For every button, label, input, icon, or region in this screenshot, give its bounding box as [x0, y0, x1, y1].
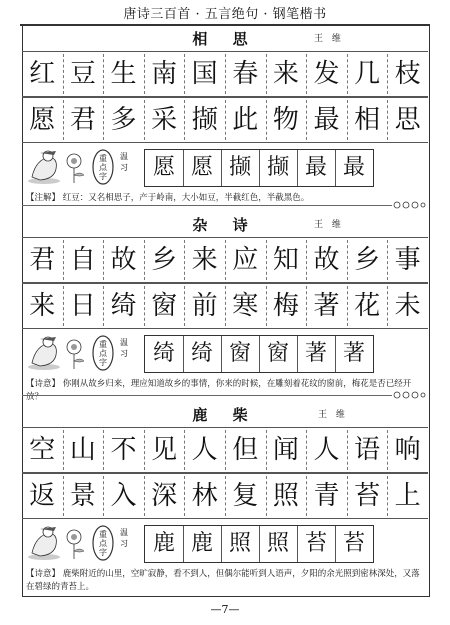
- grid-divider: [103, 54, 104, 94]
- grid-divider: [387, 286, 388, 326]
- practice-divider: [183, 336, 184, 372]
- grid-divider: [347, 54, 348, 94]
- annotation-label: 【诗意】: [26, 569, 61, 579]
- grid-divider: [184, 430, 185, 470]
- grid-divider: [225, 430, 226, 470]
- practice-row: [22, 331, 428, 375]
- grid-character: 君: [29, 245, 56, 275]
- annotation-text: 你刚从故乡归来，理应知道故乡的事情，你来的时候，在雕刻着花纹的窗前，梅花是否已经开放？: [26, 379, 412, 402]
- grid-divider: [144, 240, 145, 280]
- grid-character: 相: [354, 105, 381, 135]
- practice-divider: [183, 526, 184, 562]
- poem-author: 王 维: [318, 410, 348, 420]
- grid-character: 响: [394, 435, 421, 465]
- grid-divider: [347, 100, 348, 140]
- grid-character: 景: [69, 481, 96, 511]
- poem-title: 鹿 柴: [192, 406, 258, 424]
- section-divider: [22, 205, 392, 206]
- grid-divider: [306, 286, 307, 326]
- annotation-label: 【诗意】: [26, 379, 61, 389]
- grid-character: 花: [354, 291, 381, 321]
- grid-character: 见: [151, 435, 178, 465]
- section-divider: [22, 395, 392, 396]
- poem-section-2: [22, 213, 428, 402]
- practice-divider: [259, 526, 260, 562]
- practice-character: 撷: [266, 155, 289, 180]
- grid-divider: [184, 286, 185, 326]
- grid-divider: [103, 286, 104, 326]
- grid-character: 乡: [354, 245, 381, 275]
- poem-author: 王 维: [314, 34, 344, 44]
- grid-character: 故: [110, 245, 137, 275]
- grid-character: 上: [394, 481, 421, 511]
- grid-character: 林: [191, 481, 218, 511]
- grid-divider: [347, 286, 348, 326]
- cartoon-illustration: [26, 523, 88, 563]
- grid-divider: [225, 476, 226, 516]
- badge-character: 字: [99, 358, 107, 367]
- grid-divider: [306, 100, 307, 140]
- grid-divider: [347, 476, 348, 516]
- grid-divider: [266, 286, 267, 326]
- grid-divider: [387, 54, 388, 94]
- practice-character: 苔: [342, 531, 365, 556]
- practice-divider: [259, 150, 260, 186]
- grid-character: 照: [272, 481, 299, 511]
- grid-divider: [266, 430, 267, 470]
- annotation: [26, 378, 422, 404]
- grid-character: 思: [394, 105, 421, 135]
- grid-character: 豆: [69, 59, 96, 89]
- practice-character: 窗: [266, 341, 289, 366]
- practice-divider: [297, 526, 298, 562]
- grid-divider: [266, 476, 267, 516]
- annotation-text: 红豆：又名相思子，产于岭南，大小如豆，半截红色，半截黑色。: [60, 193, 310, 203]
- grid-divider: [184, 240, 185, 280]
- practice-box: [144, 149, 374, 187]
- practice-divider: [297, 336, 298, 372]
- practice-divider: [297, 150, 298, 186]
- practice-character: 愿: [190, 155, 213, 180]
- key-character-badge: [92, 149, 114, 185]
- page-header: 唐诗三百首 · 五言绝句 · 钢笔楷书: [123, 7, 327, 22]
- badge-character: 点: [99, 163, 107, 172]
- annotation-text: 鹿柴附近的山里，空旷寂静，看不到人，但偶尔能听到人语声，夕阳的余光照到密林深处，又落在碧绿的青苔上。: [26, 569, 420, 592]
- grid-character: 著: [313, 291, 340, 321]
- annotation-label: 【注解】: [26, 193, 61, 203]
- character-grid-row: [22, 427, 428, 473]
- grid-character: 空: [29, 435, 56, 465]
- badge-character: 点: [99, 349, 107, 358]
- grid-character: 事: [394, 245, 421, 275]
- grid-character: 南: [151, 59, 178, 89]
- grid-character: 红: [29, 59, 56, 89]
- grid-character: 苔: [354, 481, 381, 511]
- grid-character: 语: [354, 435, 381, 465]
- grid-character: 来: [272, 59, 299, 89]
- grid-divider: [103, 240, 104, 280]
- practice-character: 绮: [152, 341, 175, 366]
- grid-divider: [103, 476, 104, 516]
- badge-character: 重: [99, 340, 107, 349]
- grid-character: 不: [110, 435, 137, 465]
- practice-character: 愿: [152, 155, 175, 180]
- grid-character: 撷: [191, 105, 218, 135]
- grid-divider: [225, 286, 226, 326]
- practice-character: 苔: [304, 531, 327, 556]
- practice-divider: [335, 150, 336, 186]
- grid-character: 枝: [394, 59, 421, 89]
- grid-divider: [225, 54, 226, 94]
- practice-character: 撷: [228, 155, 251, 180]
- poem-title-row: [22, 29, 428, 49]
- grid-divider: [144, 54, 145, 94]
- grid-divider: [63, 476, 64, 516]
- practice-box: [144, 335, 374, 373]
- grid-divider: [225, 100, 226, 140]
- cartoon-illustration: [26, 333, 88, 373]
- grid-divider: [387, 430, 388, 470]
- practice-divider: [221, 336, 222, 372]
- divider-ornament: [392, 390, 426, 400]
- grid-divider: [144, 100, 145, 140]
- divider-ornament: [392, 200, 426, 210]
- grid-character: 人: [191, 435, 218, 465]
- grid-character: 青: [313, 481, 340, 511]
- practice-row: [22, 145, 428, 189]
- badge-character: 重: [99, 530, 107, 539]
- grid-divider: [266, 240, 267, 280]
- review-label: 温习: [120, 528, 128, 548]
- grid-divider: [225, 240, 226, 280]
- practice-divider: [259, 336, 260, 372]
- poem-section-3: [22, 403, 428, 592]
- practice-character: 照: [266, 531, 289, 556]
- review-label: 温习: [120, 152, 128, 172]
- grid-divider: [184, 476, 185, 516]
- practice-row: [22, 521, 428, 565]
- grid-character: 绮: [110, 291, 137, 321]
- grid-character: 几: [354, 59, 381, 89]
- grid-character: 来: [29, 291, 56, 321]
- grid-divider: [347, 240, 348, 280]
- grid-divider: [306, 240, 307, 280]
- character-grid-row: [22, 283, 428, 329]
- practice-character: 窗: [228, 341, 251, 366]
- badge-character: 重: [99, 154, 107, 163]
- grid-divider: [103, 100, 104, 140]
- annotation: [26, 192, 422, 205]
- badge-character: 字: [99, 548, 107, 557]
- poem-title: 相 思: [192, 30, 258, 48]
- practice-divider: [183, 150, 184, 186]
- grid-divider: [144, 476, 145, 516]
- review-label: 温习: [120, 338, 128, 358]
- grid-character: 自: [69, 245, 96, 275]
- grid-divider: [144, 286, 145, 326]
- practice-divider: [335, 526, 336, 562]
- grid-divider: [63, 430, 64, 470]
- grid-character: 物: [272, 105, 299, 135]
- character-grid-row: [22, 237, 428, 283]
- practice-divider: [221, 150, 222, 186]
- practice-character: 最: [304, 155, 327, 180]
- grid-character: 复: [232, 481, 259, 511]
- grid-divider: [184, 54, 185, 94]
- grid-character: 寒: [232, 291, 259, 321]
- badge-character: 字: [99, 172, 107, 181]
- poem-title-row: [22, 405, 428, 425]
- grid-character: 深: [151, 481, 178, 511]
- grid-character: 返: [29, 481, 56, 511]
- grid-character: 知: [272, 245, 299, 275]
- poem-author: 王 维: [314, 220, 344, 230]
- practice-character: 最: [342, 155, 365, 180]
- practice-character: 绮: [190, 341, 213, 366]
- grid-divider: [347, 430, 348, 470]
- grid-divider: [306, 54, 307, 94]
- practice-divider: [335, 336, 336, 372]
- grid-divider: [184, 100, 185, 140]
- badge-character: 点: [99, 539, 107, 548]
- grid-divider: [144, 430, 145, 470]
- grid-character: 国: [191, 59, 218, 89]
- grid-character: 春: [232, 59, 259, 89]
- grid-character: 人: [313, 435, 340, 465]
- grid-character: 应: [232, 245, 259, 275]
- grid-character: 来: [191, 245, 218, 275]
- annotation: [26, 568, 422, 594]
- key-character-badge: [92, 335, 114, 371]
- grid-character: 前: [191, 291, 218, 321]
- practice-box: [144, 525, 374, 563]
- grid-divider: [266, 54, 267, 94]
- grid-character: 山: [69, 435, 96, 465]
- grid-character: 闻: [272, 435, 299, 465]
- grid-divider: [63, 54, 64, 94]
- grid-divider: [387, 476, 388, 516]
- page-number: —7—: [210, 603, 240, 616]
- practice-character: 鹿: [152, 531, 175, 556]
- grid-character: 乡: [151, 245, 178, 275]
- grid-character: 此: [232, 105, 259, 135]
- grid-character: 发: [313, 59, 340, 89]
- grid-divider: [306, 476, 307, 516]
- cartoon-illustration: [26, 147, 88, 187]
- grid-character: 入: [110, 481, 137, 511]
- practice-divider: [221, 526, 222, 562]
- grid-character: 最: [313, 105, 340, 135]
- poem-title-row: [22, 215, 428, 235]
- grid-divider: [103, 430, 104, 470]
- grid-divider: [63, 100, 64, 140]
- grid-character: 未: [394, 291, 421, 321]
- grid-divider: [387, 240, 388, 280]
- grid-character: 故: [313, 245, 340, 275]
- grid-character: 日: [69, 291, 96, 321]
- practice-character: 鹿: [190, 531, 213, 556]
- grid-character: 窗: [151, 291, 178, 321]
- grid-character: 采: [151, 105, 178, 135]
- grid-character: 梅: [272, 291, 299, 321]
- grid-character: 君: [69, 105, 96, 135]
- character-grid-row: [22, 97, 428, 143]
- grid-divider: [63, 240, 64, 280]
- poem-section-1: [22, 27, 428, 213]
- grid-divider: [387, 100, 388, 140]
- grid-character: 生: [110, 59, 137, 89]
- practice-character: 著: [342, 341, 365, 366]
- grid-divider: [266, 100, 267, 140]
- practice-character: 照: [228, 531, 251, 556]
- character-grid-row: [22, 51, 428, 97]
- grid-character: 但: [232, 435, 259, 465]
- practice-character: 著: [304, 341, 327, 366]
- grid-divider: [63, 286, 64, 326]
- poem-title: 杂 诗: [192, 216, 258, 234]
- key-character-badge: [92, 525, 114, 561]
- grid-divider: [306, 430, 307, 470]
- grid-character: 愿: [29, 105, 56, 135]
- grid-character: 多: [110, 105, 137, 135]
- character-grid-row: [22, 473, 428, 519]
